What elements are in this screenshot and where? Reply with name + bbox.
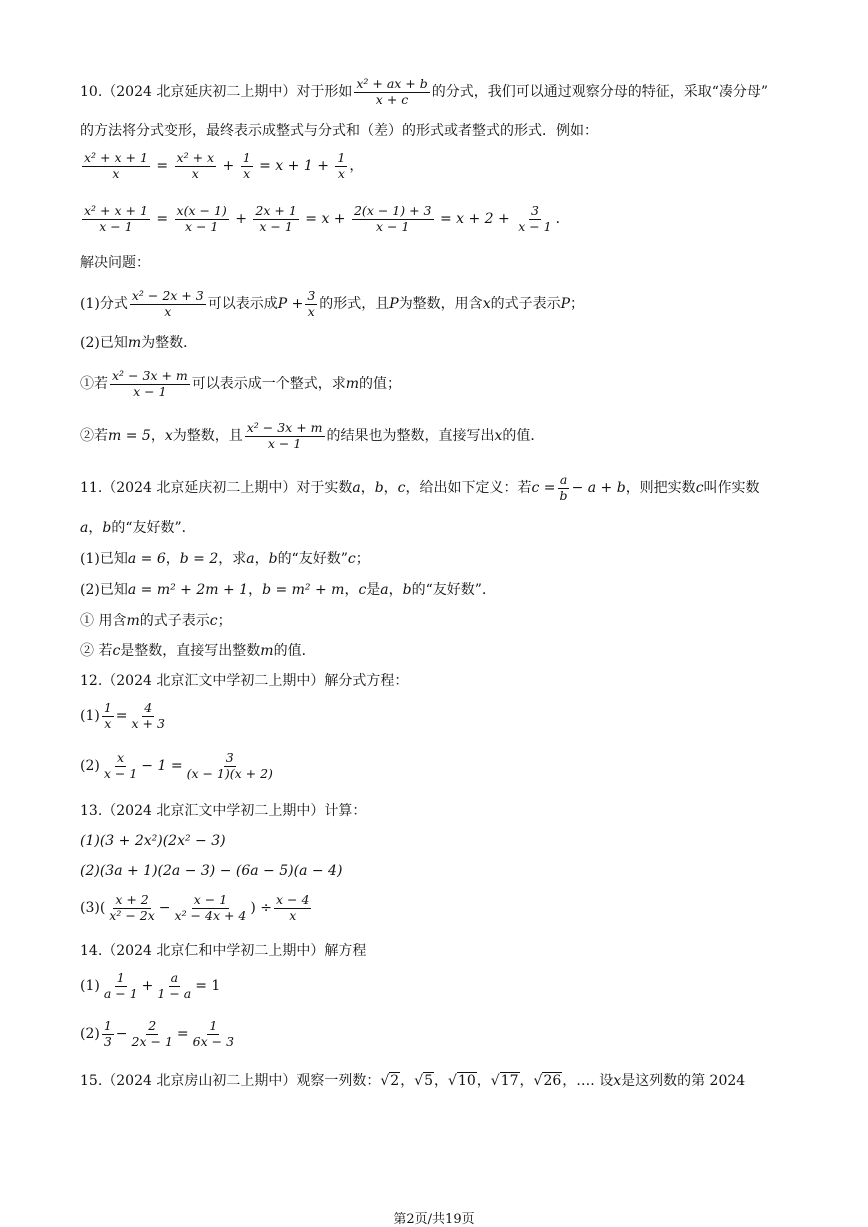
var: m — [260, 643, 274, 659]
expr: = x + 2 + — [439, 211, 510, 227]
denominator: x — [307, 303, 315, 319]
var: m — [126, 613, 140, 629]
q14-title — [80, 944, 366, 958]
q10-part1 — [80, 290, 584, 318]
t: ①若 — [80, 376, 108, 392]
numerator: x² + x — [176, 150, 215, 165]
denominator: (x − 1)(x + 2) — [186, 765, 273, 781]
q10-line2 — [80, 124, 598, 138]
q10-example2 — [80, 205, 570, 233]
q10-case1 — [80, 370, 401, 398]
expr: (2)(3a + 1)(2a − 3) − (6a − 5)(a − 4) — [80, 863, 343, 879]
numerator: x — [117, 750, 125, 765]
q11-part2 — [80, 583, 496, 597]
q12-eq1 — [80, 702, 169, 730]
q10-part2 — [80, 336, 197, 350]
t: 的“友好数” — [277, 551, 348, 567]
numerator: a — [559, 472, 568, 487]
q13-e2 — [80, 864, 342, 878]
var: b — [374, 480, 384, 496]
q13-e3 — [80, 894, 313, 922]
t: (2) — [80, 758, 100, 774]
t: ② 若 — [80, 643, 113, 659]
denominator: x − 1 — [99, 218, 133, 234]
t: 的值； — [359, 376, 402, 392]
t: 的形式，且 — [319, 296, 390, 312]
denominator: x — [243, 165, 251, 181]
numerator: x(x − 1) — [176, 203, 227, 218]
numerator: x² + x + 1 — [84, 150, 148, 165]
expr: = x + — [305, 211, 346, 227]
var: a — [352, 480, 361, 496]
expr: b = 2 — [179, 551, 219, 567]
denominator: x − 1 — [103, 765, 138, 781]
var: b — [268, 551, 278, 567]
q11-part1 — [80, 552, 370, 566]
expr: b = m² + m — [262, 582, 345, 598]
expr: P + — [277, 296, 304, 312]
expr: = x + 1 + — [259, 158, 329, 174]
t: 的式子表示 — [490, 296, 561, 312]
radicand: 17 — [500, 1073, 519, 1089]
q13-e1 — [80, 834, 226, 848]
numerator: 1 — [242, 150, 251, 165]
t: (1)已知 — [80, 551, 128, 567]
q12-eq2 — [80, 752, 277, 780]
q10-solve-heading — [80, 256, 150, 270]
t: 的值． — [502, 428, 545, 444]
var: x — [482, 296, 491, 312]
t: ， — [476, 1073, 491, 1089]
t: ， — [360, 480, 375, 496]
t: ， — [344, 582, 359, 598]
t: ， — [88, 520, 103, 536]
op: ) ÷ — [250, 900, 273, 916]
expr: a = 6 — [127, 551, 166, 567]
denominator: x + c — [375, 91, 409, 107]
t: ； — [570, 296, 585, 312]
var: P — [389, 296, 399, 312]
q10-line2-text: 的方法将分式变形，最终表示成整式与分式和（差）的形式或者整式的形式．例如： — [80, 123, 598, 139]
page-footer: 第2页/共19页 — [393, 1212, 475, 1227]
denominator: a − 1 — [103, 985, 138, 1001]
question-title: 14.（2024 北京仁和中学初二上期中）解方程 — [80, 943, 367, 959]
expr: − 1 = — [141, 758, 183, 774]
var: c — [347, 551, 356, 567]
t: (2)已知 — [80, 582, 128, 598]
t: ； — [217, 613, 232, 629]
var: m — [127, 335, 142, 351]
t: ， — [434, 1073, 449, 1089]
q10-prefix: 10.（2024 北京延庆初二上期中）对于形如 — [80, 84, 353, 100]
t: 11.（2024 北京延庆初二上期中）对于实数 — [80, 480, 353, 496]
t: 的“友好数”． — [111, 520, 196, 536]
q10-case2 — [80, 422, 544, 450]
question-title: 12.（2024 北京汇文中学初二上期中）解分式方程： — [80, 673, 409, 689]
var: a — [246, 551, 255, 567]
expr: c = — [531, 480, 556, 496]
q12-title — [80, 674, 408, 688]
denominator: 1 − a — [157, 985, 192, 1001]
sqrt-26: √26 — [533, 1073, 562, 1089]
solve-label: 解决问题： — [80, 255, 150, 271]
var: c — [358, 582, 367, 598]
op: = — [156, 211, 169, 227]
denominator: 6x − 3 — [192, 1033, 235, 1049]
q11-case2 — [80, 644, 316, 658]
var: c — [695, 480, 704, 496]
var: x — [164, 428, 173, 444]
op: = — [156, 158, 169, 174]
op: = 1 — [195, 978, 221, 994]
var: P — [560, 296, 571, 312]
denominator: 3 — [103, 1033, 112, 1049]
t: 可以表示成 — [207, 296, 278, 312]
t: ， — [254, 551, 269, 567]
numerator: x + 2 — [115, 892, 149, 907]
q10-example1 — [80, 152, 363, 180]
t: ① 用含 — [80, 613, 127, 629]
numerator: 3 — [530, 203, 539, 218]
q11-line2 — [80, 521, 196, 535]
denominator: x² − 2x — [109, 907, 155, 923]
numerator: 1 — [103, 700, 112, 715]
denominator: x − 1 — [184, 218, 219, 234]
var: m — [345, 376, 360, 392]
op: + — [141, 978, 154, 994]
op: = — [115, 708, 128, 724]
var: a — [380, 582, 389, 598]
q10-line1 — [80, 78, 768, 106]
q11-line1 — [80, 474, 760, 502]
t: ； — [355, 551, 370, 567]
denominator: x — [112, 165, 120, 181]
denominator: x — [337, 165, 345, 181]
t: ， — [165, 551, 180, 567]
t: ，…. — [562, 1073, 595, 1089]
t: 设 — [599, 1073, 614, 1089]
op: + — [235, 211, 247, 227]
radicand: 2 — [390, 1073, 400, 1089]
denominator: 2x − 1 — [131, 1033, 173, 1049]
t: 15.（2024 北京房山初二上期中）观察一列数： — [80, 1073, 381, 1089]
sqrt-10: √10 — [448, 1073, 476, 1089]
denominator: b — [559, 487, 568, 503]
op: − — [158, 900, 171, 916]
op: + — [222, 158, 235, 174]
punct: ． — [555, 211, 570, 227]
t: (3)( — [80, 900, 106, 916]
expr: − a + b — [571, 480, 626, 496]
denominator: x — [104, 715, 112, 731]
t: ，则把实数 — [625, 480, 696, 496]
q15-line1 — [80, 1074, 745, 1088]
numerator: x² − 3x + m — [112, 368, 188, 383]
var: c — [397, 480, 406, 496]
t: 是整数，直接写出整数 — [120, 643, 261, 659]
var: b — [102, 520, 112, 536]
denominator: x − 1 — [259, 218, 293, 234]
radicand: 5 — [424, 1073, 434, 1089]
t: 可以表示成一个整式，求 — [191, 376, 346, 392]
t: 为整数，用含 — [398, 296, 483, 312]
numerator: x − 1 — [193, 892, 228, 907]
denominator: x − 1 — [376, 218, 410, 234]
t: 为整数． — [141, 335, 198, 351]
denominator: x − 1 — [133, 383, 167, 399]
t: ， — [150, 428, 165, 444]
t: 的式子表示 — [139, 613, 210, 629]
var: x — [613, 1073, 622, 1089]
t: 是这列数的第 2024 — [621, 1073, 746, 1089]
numerator: 1 — [103, 1018, 112, 1033]
t: (1) — [80, 708, 100, 724]
expr: (1)(3 + 2x²)(2x² − 3) — [80, 833, 226, 849]
sqrt-17: √17 — [490, 1073, 519, 1089]
expr: a = m² + 2m + 1 — [127, 582, 249, 598]
numerator: 1 — [116, 970, 125, 985]
t: ， — [248, 582, 263, 598]
t: ②若 — [80, 428, 108, 444]
numerator: 1 — [337, 150, 346, 165]
denominator: x — [289, 907, 297, 923]
numerator: x² + x + 1 — [84, 203, 148, 218]
q10-form-fraction — [354, 78, 429, 106]
q10-suffix: 的分式，我们可以通过观察分母的特征，采取“凑分母” — [431, 84, 769, 100]
t: ，给出如下定义：若 — [405, 480, 532, 496]
t: ， — [400, 1073, 415, 1089]
denominator: x² − 4x + 4 — [174, 907, 247, 923]
numerator: 2x + 1 — [255, 203, 297, 218]
t: (1)分式 — [80, 296, 128, 312]
t: 为整数，且 — [172, 428, 243, 444]
op: = — [176, 1026, 189, 1042]
var: b — [402, 582, 412, 598]
sqrt-2: √2 — [380, 1073, 400, 1089]
var: a — [80, 520, 89, 536]
t: ，求 — [218, 551, 247, 567]
t: 的结果也为整数，直接写出 — [326, 428, 495, 444]
t: (1) — [80, 978, 100, 994]
t: ， — [519, 1073, 534, 1089]
numerator: 2(x − 1) + 3 — [353, 203, 432, 218]
radicand: 10 — [457, 1073, 476, 1089]
numerator: x² + ax + b — [356, 76, 428, 91]
var: x — [494, 428, 503, 444]
t: 叫作实数 — [703, 480, 760, 496]
expr: m = 5 — [108, 428, 151, 444]
t: (2)已知 — [80, 335, 128, 351]
numerator: 3 — [225, 750, 234, 765]
t: ， — [383, 480, 398, 496]
var: c — [209, 613, 218, 629]
denominator: x − 1 — [267, 435, 302, 451]
numerator: a — [170, 970, 179, 985]
denominator: x — [164, 303, 172, 319]
numerator: x − 4 — [276, 892, 310, 907]
q14-eq1 — [80, 972, 220, 1000]
denominator: x + 3 — [131, 715, 165, 731]
numerator: x² − 3x + m — [246, 420, 323, 435]
op: − — [115, 1026, 128, 1042]
numerator: 2 — [148, 1018, 157, 1033]
denominator: x — [191, 165, 199, 181]
var: c — [112, 643, 121, 659]
q11-case1 — [80, 614, 232, 628]
t: (2) — [80, 1026, 100, 1042]
numerator: 4 — [144, 700, 153, 715]
t: 的值． — [273, 643, 316, 659]
question-title: 13.（2024 北京汇文中学初二上期中）计算： — [80, 803, 367, 819]
numerator: 3 — [307, 288, 316, 303]
sqrt-5: √5 — [414, 1073, 434, 1089]
q13-title — [80, 804, 366, 818]
denominator: x − 1 — [518, 218, 552, 234]
t: 的“友好数”． — [411, 582, 496, 598]
numerator: 1 — [209, 1018, 218, 1033]
radicand: 26 — [543, 1073, 562, 1089]
t: 是 — [366, 582, 381, 598]
t: ， — [388, 582, 403, 598]
punct: ， — [349, 158, 364, 174]
numerator: x² − 2x + 3 — [131, 288, 204, 303]
q14-eq2 — [80, 1020, 238, 1048]
